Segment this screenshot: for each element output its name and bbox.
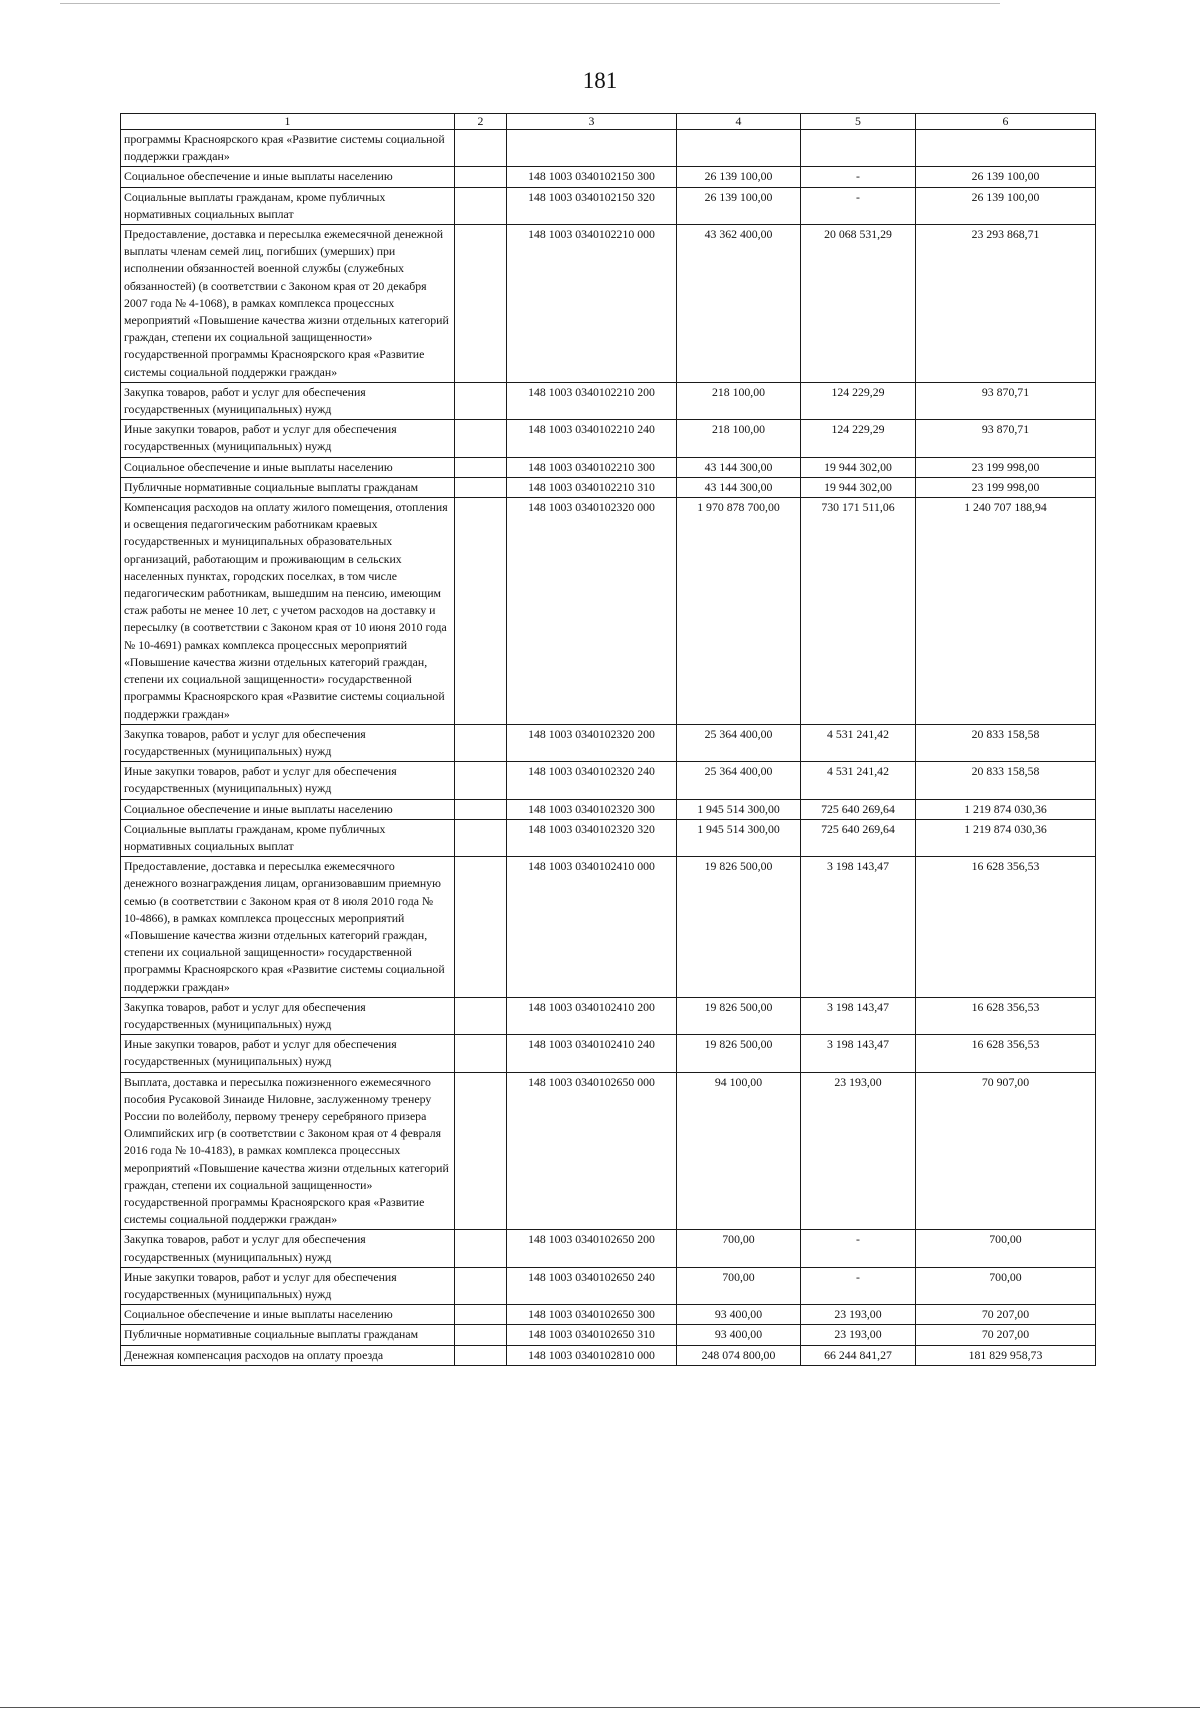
row-col5-value: 124 229,29 bbox=[801, 420, 916, 457]
row-code-cell: 148 1003 0340102320 000 bbox=[507, 498, 677, 725]
row-col2-cell bbox=[455, 724, 507, 761]
row-col5-value: 4 531 241,42 bbox=[801, 762, 916, 799]
row-col6-value: 70 207,00 bbox=[916, 1305, 1096, 1325]
row-col5-value: 23 193,00 bbox=[801, 1305, 916, 1325]
row-col6-value: 16 628 356,53 bbox=[916, 857, 1096, 998]
row-name-cell: Иные закупки товаров, работ и услуг для обеспечения государственных (муниципальных) нужд bbox=[121, 762, 455, 799]
row-col5-value: 725 640 269,64 bbox=[801, 819, 916, 856]
row-col4-value: 43 144 300,00 bbox=[677, 457, 801, 477]
row-col2-cell bbox=[455, 1305, 507, 1325]
row-col5-value: 4 531 241,42 bbox=[801, 724, 916, 761]
column-header: 6 bbox=[916, 114, 1096, 130]
row-name-cell: Социальные выплаты гражданам, кроме публичных нормативных социальных выплат bbox=[121, 819, 455, 856]
row-col6-value: 1 240 707 188,94 bbox=[916, 498, 1096, 725]
row-col5-value: - bbox=[801, 1267, 916, 1304]
table-row bbox=[121, 799, 1096, 819]
row-col6-value: 16 628 356,53 bbox=[916, 997, 1096, 1034]
table-row bbox=[121, 130, 1096, 167]
row-col2-cell bbox=[455, 382, 507, 419]
row-col6-value: 26 139 100,00 bbox=[916, 187, 1096, 224]
row-col4-value: 25 364 400,00 bbox=[677, 762, 801, 799]
row-col2-cell bbox=[455, 1072, 507, 1230]
column-header: 2 bbox=[455, 114, 507, 130]
row-col4-value: 248 074 800,00 bbox=[677, 1345, 801, 1365]
row-col5-value: - bbox=[801, 1230, 916, 1267]
row-col5-value: 20 068 531,29 bbox=[801, 225, 916, 383]
row-name-cell: программы Красноярского края «Развитие системы социальной поддержки граждан» bbox=[121, 130, 455, 167]
row-name-cell: Иные закупки товаров, работ и услуг для обеспечения государственных (муниципальных) нужд bbox=[121, 1035, 455, 1072]
row-code-cell: 148 1003 0340102410 240 bbox=[507, 1035, 677, 1072]
table-row bbox=[121, 1072, 1096, 1230]
table-row bbox=[121, 477, 1096, 497]
row-col2-cell bbox=[455, 997, 507, 1034]
row-code-cell bbox=[507, 130, 677, 167]
row-col2-cell bbox=[455, 1267, 507, 1304]
row-col4-value: 1 945 514 300,00 bbox=[677, 799, 801, 819]
row-code-cell: 148 1003 0340102210 300 bbox=[507, 457, 677, 477]
row-code-cell: 148 1003 0340102320 240 bbox=[507, 762, 677, 799]
row-col4-value: 26 139 100,00 bbox=[677, 187, 801, 224]
row-col5-value: 66 244 841,27 bbox=[801, 1345, 916, 1365]
row-code-cell: 148 1003 0340102650 300 bbox=[507, 1305, 677, 1325]
row-col4-value: 94 100,00 bbox=[677, 1072, 801, 1230]
row-col4-value: 19 826 500,00 bbox=[677, 1035, 801, 1072]
row-col2-cell bbox=[455, 477, 507, 497]
row-col5-value: - bbox=[801, 167, 916, 187]
row-code-cell: 148 1003 0340102410 200 bbox=[507, 997, 677, 1034]
row-col4-value: 700,00 bbox=[677, 1267, 801, 1304]
row-col5-value: 3 198 143,47 bbox=[801, 1035, 916, 1072]
row-col6-value: 23 199 998,00 bbox=[916, 477, 1096, 497]
row-col4-value: 93 400,00 bbox=[677, 1305, 801, 1325]
row-col4-value: 218 100,00 bbox=[677, 382, 801, 419]
row-col4-value: 1 970 878 700,00 bbox=[677, 498, 801, 725]
row-code-cell: 148 1003 0340102650 310 bbox=[507, 1325, 677, 1345]
row-col2-cell bbox=[455, 799, 507, 819]
row-code-cell: 148 1003 0340102150 320 bbox=[507, 187, 677, 224]
column-header: 3 bbox=[507, 114, 677, 130]
row-col2-cell bbox=[455, 819, 507, 856]
row-name-cell: Социальное обеспечение и иные выплаты населению bbox=[121, 1305, 455, 1325]
row-name-cell: Компенсация расходов на оплату жилого помещения, отопления и освещения педагогическим работникам краевых государственных и муниципальных образовательных организаций, работающим и проживающим в сельских населенных пунктах, городских поселках, в том числе педагогическим работникам, вышедшим на пенсию, имеющим стаж работы не менее 10 лет, с учетом расходов на доставку и пересылку (в соответствии с Законом края от 10 июня 2010 года № 10-4691) рамках комплекса процессных мероприятий «Повышение качества жизни отдельных категорий граждан, степени их социальной защищенности» государственной программы Красноярского края «Развитие системы социальной поддержки граждан» bbox=[121, 498, 455, 725]
row-col2-cell bbox=[455, 857, 507, 998]
row-col5-value bbox=[801, 130, 916, 167]
row-col6-value: 1 219 874 030,36 bbox=[916, 799, 1096, 819]
row-col6-value: 93 870,71 bbox=[916, 382, 1096, 419]
row-col6-value: 1 219 874 030,36 bbox=[916, 819, 1096, 856]
column-header: 4 bbox=[677, 114, 801, 130]
table-row bbox=[121, 724, 1096, 761]
row-code-cell: 148 1003 0340102320 200 bbox=[507, 724, 677, 761]
row-col2-cell bbox=[455, 1035, 507, 1072]
row-col6-value: 93 870,71 bbox=[916, 420, 1096, 457]
row-col4-value: 218 100,00 bbox=[677, 420, 801, 457]
row-name-cell: Закупка товаров, работ и услуг для обеспечения государственных (муниципальных) нужд bbox=[121, 997, 455, 1034]
row-col4-value: 43 362 400,00 bbox=[677, 225, 801, 383]
row-name-cell: Публичные нормативные социальные выплаты гражданам bbox=[121, 1325, 455, 1345]
table-row bbox=[121, 420, 1096, 457]
row-col2-cell bbox=[455, 762, 507, 799]
table-row bbox=[121, 1230, 1096, 1267]
row-col6-value: 26 139 100,00 bbox=[916, 167, 1096, 187]
row-col2-cell bbox=[455, 498, 507, 725]
row-col6-value: 181 829 958,73 bbox=[916, 1345, 1096, 1365]
row-name-cell: Закупка товаров, работ и услуг для обеспечения государственных (муниципальных) нужд bbox=[121, 1230, 455, 1267]
table-row bbox=[121, 857, 1096, 998]
table-row bbox=[121, 1325, 1096, 1345]
row-name-cell: Предоставление, доставка и пересылка ежемесячной денежной выплаты членам семей лиц, погибших (умерших) при исполнении обязанностей военной службы (служебных обязанностей) (в соответствии с Законом края от 20 декабря 2007 года № 4-1068), в рамках комплекса процессных мероприятий «Повышение качества жизни отдельных категорий граждан, степени их социальной защищенности» государственной программы Красноярского края «Развитие системы социальной поддержки граждан» bbox=[121, 225, 455, 383]
row-col2-cell bbox=[455, 1325, 507, 1345]
page-number: 181 bbox=[582, 68, 618, 93]
table-row bbox=[121, 457, 1096, 477]
row-code-cell: 148 1003 0340102650 200 bbox=[507, 1230, 677, 1267]
table-row bbox=[121, 382, 1096, 419]
row-code-cell: 148 1003 0340102150 300 bbox=[507, 167, 677, 187]
row-col6-value: 70 907,00 bbox=[916, 1072, 1096, 1230]
row-name-cell: Социальное обеспечение и иные выплаты населению bbox=[121, 167, 455, 187]
row-col6-value: 23 293 868,71 bbox=[916, 225, 1096, 383]
row-col6-value: 20 833 158,58 bbox=[916, 724, 1096, 761]
row-name-cell: Закупка товаров, работ и услуг для обеспечения государственных (муниципальных) нужд bbox=[121, 724, 455, 761]
row-col4-value: 43 144 300,00 bbox=[677, 477, 801, 497]
row-code-cell: 148 1003 0340102210 240 bbox=[507, 420, 677, 457]
row-col6-value: 16 628 356,53 bbox=[916, 1035, 1096, 1072]
table-row bbox=[121, 225, 1096, 383]
scan-edge-top bbox=[60, 3, 1000, 4]
row-col5-value: 3 198 143,47 bbox=[801, 997, 916, 1034]
row-col4-value: 26 139 100,00 bbox=[677, 167, 801, 187]
scan-edge-bottom bbox=[0, 1707, 1200, 1708]
row-col4-value: 19 826 500,00 bbox=[677, 997, 801, 1034]
row-name-cell: Закупка товаров, работ и услуг для обеспечения государственных (муниципальных) нужд bbox=[121, 382, 455, 419]
row-col5-value: - bbox=[801, 187, 916, 224]
table-body bbox=[121, 130, 1096, 1366]
row-code-cell: 148 1003 0340102210 200 bbox=[507, 382, 677, 419]
row-name-cell: Иные закупки товаров, работ и услуг для обеспечения государственных (муниципальных) нужд bbox=[121, 420, 455, 457]
row-col2-cell bbox=[455, 1230, 507, 1267]
row-code-cell: 148 1003 0340102210 000 bbox=[507, 225, 677, 383]
table-row bbox=[121, 1035, 1096, 1072]
row-code-cell: 148 1003 0340102810 000 bbox=[507, 1345, 677, 1365]
row-col2-cell bbox=[455, 225, 507, 383]
row-name-cell: Иные закупки товаров, работ и услуг для обеспечения государственных (муниципальных) нужд bbox=[121, 1267, 455, 1304]
row-col6-value: 700,00 bbox=[916, 1230, 1096, 1267]
row-name-cell: Социальные выплаты гражданам, кроме публичных нормативных социальных выплат bbox=[121, 187, 455, 224]
table-header-row bbox=[121, 114, 1096, 130]
row-col2-cell bbox=[455, 167, 507, 187]
row-col6-value: 700,00 bbox=[916, 1267, 1096, 1304]
row-col2-cell bbox=[455, 457, 507, 477]
row-name-cell: Выплата, доставка и пересылка пожизненного ежемесячного пособия Русаковой Зинаиде Ниловне, заслуженному тренеру России по волейболу, первому тренеру серебряного призера Олимпийских игр (в соответствии с Законом края от 4 февраля 2016 года № 10-4183), в рамках комплекса процессных мероприятий «Повышение качества жизни отдельных категорий граждан, степени их социальной защищенности» государственной программы Красноярского края «Развитие системы социальной поддержки граждан» bbox=[121, 1072, 455, 1230]
row-col5-value: 3 198 143,47 bbox=[801, 857, 916, 998]
row-col4-value: 93 400,00 bbox=[677, 1325, 801, 1345]
table-row bbox=[121, 498, 1096, 725]
row-code-cell: 148 1003 0340102410 000 bbox=[507, 857, 677, 998]
row-col4-value: 1 945 514 300,00 bbox=[677, 819, 801, 856]
row-col6-value: 23 199 998,00 bbox=[916, 457, 1096, 477]
row-code-cell: 148 1003 0340102320 320 bbox=[507, 819, 677, 856]
table-row bbox=[121, 167, 1096, 187]
table-row bbox=[121, 187, 1096, 224]
row-code-cell: 148 1003 0340102320 300 bbox=[507, 799, 677, 819]
row-col6-value: 20 833 158,58 bbox=[916, 762, 1096, 799]
row-col5-value: 124 229,29 bbox=[801, 382, 916, 419]
table-row bbox=[121, 1345, 1096, 1365]
row-col6-value: 70 207,00 bbox=[916, 1325, 1096, 1345]
table-row bbox=[121, 1305, 1096, 1325]
row-name-cell: Социальное обеспечение и иные выплаты населению bbox=[121, 799, 455, 819]
row-col5-value: 19 944 302,00 bbox=[801, 477, 916, 497]
row-col2-cell bbox=[455, 1345, 507, 1365]
row-col2-cell bbox=[455, 130, 507, 167]
row-name-cell: Социальное обеспечение и иные выплаты населению bbox=[121, 457, 455, 477]
row-col4-value: 19 826 500,00 bbox=[677, 857, 801, 998]
table-row bbox=[121, 819, 1096, 856]
row-col5-value: 23 193,00 bbox=[801, 1325, 916, 1345]
row-col4-value: 25 364 400,00 bbox=[677, 724, 801, 761]
row-name-cell: Публичные нормативные социальные выплаты гражданам bbox=[121, 477, 455, 497]
row-code-cell: 148 1003 0340102210 310 bbox=[507, 477, 677, 497]
table-row bbox=[121, 762, 1096, 799]
row-name-cell: Предоставление, доставка и пересылка ежемесячного денежного вознаграждения лицам, организовавшим приемную семью (в соответствии с Законом края от 8 июля 2010 года № 10-4866), в рамках комплекса процессных мероприятий «Повышение качества жизни отдельных категорий граждан, степени их социальной защищенности» государственной программы Красноярского края «Развитие системы социальной поддержки граждан» bbox=[121, 857, 455, 998]
row-col5-value: 23 193,00 bbox=[801, 1072, 916, 1230]
row-col2-cell bbox=[455, 420, 507, 457]
column-header: 1 bbox=[121, 114, 455, 130]
table-row bbox=[121, 997, 1096, 1034]
row-code-cell: 148 1003 0340102650 240 bbox=[507, 1267, 677, 1304]
table-row bbox=[121, 1267, 1096, 1304]
row-col2-cell bbox=[455, 187, 507, 224]
row-col4-value: 700,00 bbox=[677, 1230, 801, 1267]
row-name-cell: Денежная компенсация расходов на оплату проезда bbox=[121, 1345, 455, 1365]
column-header: 5 bbox=[801, 114, 916, 130]
row-col6-value bbox=[916, 130, 1096, 167]
row-code-cell: 148 1003 0340102650 000 bbox=[507, 1072, 677, 1230]
budget-table bbox=[120, 113, 1096, 1366]
row-col5-value: 19 944 302,00 bbox=[801, 457, 916, 477]
row-col4-value bbox=[677, 130, 801, 167]
row-col5-value: 725 640 269,64 bbox=[801, 799, 916, 819]
row-col5-value: 730 171 511,06 bbox=[801, 498, 916, 725]
